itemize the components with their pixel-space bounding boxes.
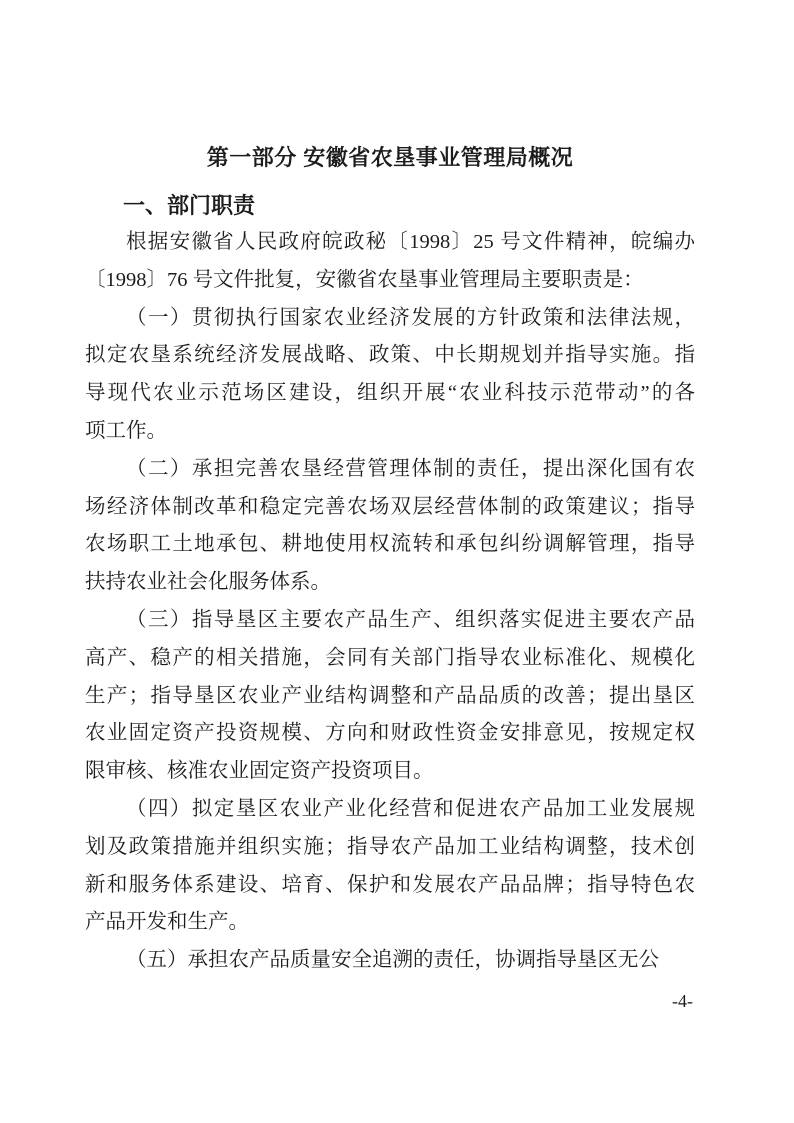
text-line: （一）贯彻执行国家农业经济发展的方针政策和法律法规，: [126, 306, 695, 329]
paragraph-duty-1: [85, 300, 695, 451]
document-body: [85, 224, 695, 980]
text-line: 划及政策措施并组织实施；指导农产品加工业结构调整，技术创: [85, 835, 695, 858]
text-line: 根据安徽省人民政府皖政秘〔1998〕25 号文件精神，皖编办: [126, 231, 695, 253]
paragraph-duty-2: [85, 451, 695, 602]
text-line: 农场职工土地承包、耕地使用权流转和承包纠纷调解管理，指导: [85, 533, 695, 556]
text-line: （二）承担完善农垦经营管理体制的责任，提出深化国有农: [126, 457, 695, 480]
text-line: 项工作。: [85, 419, 167, 442]
section-heading: 一、部门职责: [123, 193, 256, 218]
text-line: （五）承担农产品质量安全追溯的责任，协调指导垦区无公: [126, 949, 659, 972]
text-line: 拟定农垦系统经济发展战略、政策、中长期规划并指导实施。指: [85, 344, 695, 367]
text-line: 扶持农业社会化服务体系。: [85, 571, 331, 594]
text-line: 〔1998〕76 号文件批复，安徽省农垦事业管理局主要职责是：: [85, 268, 644, 291]
document-title: 第一部分 安徽省农垦事业管理局概况: [206, 145, 574, 170]
text-line: 限审核、核准农业固定资产投资项目。: [85, 760, 434, 783]
paragraph-duty-4: [85, 791, 695, 942]
text-line: 新和服务体系建设、培育、保护和发展农产品品牌；指导特色农: [85, 873, 695, 896]
paragraph-duty-3: [85, 602, 695, 791]
text-line: 场经济体制改革和稳定完善农场双层经营体制的政策建议；指导: [85, 495, 695, 518]
page-number: -4-: [672, 991, 693, 1011]
paragraph-duty-5: [85, 942, 695, 980]
text-line: 产品开发和生产。: [85, 911, 249, 934]
text-line: （三）指导垦区主要农产品生产、组织落实促进主要农产品: [126, 608, 695, 631]
document-content: [85, 0, 695, 980]
text-line: （四）拟定垦区农业产业化经营和促进农产品加工业发展规: [126, 797, 695, 820]
text-line: 生产；指导垦区农业产业结构调整和产品品质的改善；提出垦区: [85, 684, 695, 707]
text-line: 农业固定资产投资规模、方向和财政性资金安排意见，按规定权: [85, 722, 695, 745]
text-line: 导现代农业示范场区建设，组织开展“农业科技示范带动”的各: [85, 382, 695, 405]
text-line: 高产、稳产的相关措施，会同有关部门指导农业标准化、规模化: [85, 646, 695, 669]
paragraph-intro: [85, 224, 695, 300]
